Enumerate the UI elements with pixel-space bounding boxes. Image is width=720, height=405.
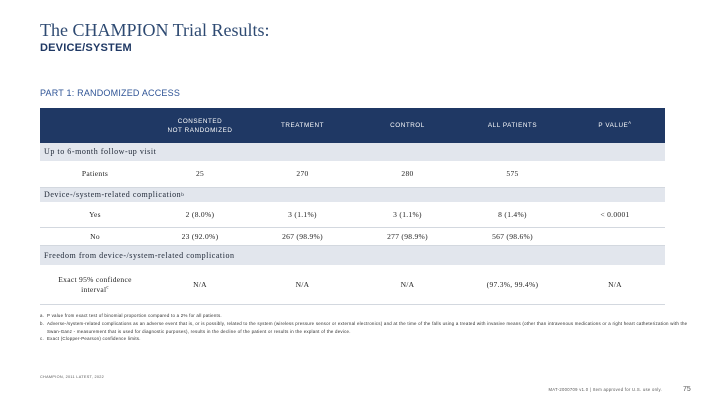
section-row	[40, 246, 665, 265]
header-label-wrap	[598, 121, 631, 130]
cell-all-patients: 575	[506, 169, 519, 178]
header-line: CONSENTED	[177, 117, 223, 125]
cell-treatment: 270	[296, 169, 309, 178]
legal-code: MAT-2000709 v1.0 | Item approved for U.S. use only.	[548, 387, 662, 392]
table-header-row	[40, 108, 665, 143]
header-label: P VALUE	[598, 122, 629, 129]
footnote-ref: A	[628, 119, 632, 125]
footnote-text: Adverse-/system-related complications as an adverse event that is, or is possibly, related to the system (wireless pressure sensor or external electronics) and at the time of the falls using a treated with invasive means (other than intravenous medications or a right heart catheterization with the Swan-Ganz - measurement that is used for diagnostic purposes), results in the decline of the patient or results in the explant of the device.	[47, 320, 688, 334]
cell-treatment: N/A	[295, 279, 310, 289]
header-line: NOT RANDOMIZED	[167, 126, 233, 134]
cell-p-value	[565, 228, 665, 245]
cell-control: 277 (98.9%)	[387, 231, 428, 241]
header-consented-not-randomized	[150, 108, 250, 143]
cell-consented: 23 (92.0%)	[181, 231, 219, 241]
row-label-wrap	[49, 275, 141, 295]
table-row	[40, 161, 665, 188]
table-row	[40, 202, 665, 228]
cell-all-patients: (97.3%, 99.4%)	[486, 279, 539, 289]
part-heading: PART 1: RANDOMIZED ACCESS	[40, 88, 181, 98]
header-treatment	[250, 108, 355, 143]
page-number: 75	[683, 386, 691, 393]
footnote	[40, 320, 695, 336]
row-label: Patients	[81, 169, 109, 178]
section-label: Device-/system-related complication	[44, 190, 182, 199]
footnote-marker: c.	[40, 336, 44, 342]
header-control	[355, 108, 460, 143]
cell-consented: 2 (8.0%)	[185, 209, 215, 219]
cell-treatment: 267 (98.9%)	[282, 231, 323, 241]
cell-p-value: N/A	[608, 279, 622, 289]
results-table	[40, 108, 665, 305]
cell-all-patients: 8 (1.4%)	[498, 209, 527, 219]
section-label: Up to 6-month follow-up visit	[44, 147, 157, 156]
cell-consented: N/A	[193, 279, 207, 289]
section-row	[40, 143, 665, 161]
table-row	[40, 265, 665, 305]
cell-treatment: 3 (1.1%)	[288, 209, 317, 219]
footnote-ref: c	[106, 285, 109, 290]
slide-title: The CHAMPION Trial Results:	[40, 20, 270, 40]
footnotes	[40, 312, 695, 343]
cell-control: 280	[401, 169, 414, 178]
footnote-marker: b.	[40, 320, 45, 326]
slide-subtitle: DEVICE/SYSTEM	[40, 42, 132, 54]
header-label: TREATMENT	[281, 122, 324, 129]
cell-p-value	[565, 161, 665, 187]
header-label: ALL PATIENTS	[487, 122, 538, 129]
cell-p-value: < 0.0001	[600, 209, 630, 219]
footnote-text: Exact (Clopper-Pearson) confidence limits.	[47, 336, 141, 342]
cell-all-patients: 567 (98.6%)	[492, 231, 533, 241]
table-row	[40, 228, 665, 246]
section-row: Device-/system-related complication b	[40, 188, 665, 202]
cell-consented: 25	[195, 169, 205, 178]
row-label-text: Exact 95% confidence interval	[58, 274, 132, 294]
footnote-text: P value from exact test of binomial proportion compared to a 2% for all patients.	[47, 313, 222, 318]
header-all-patients	[460, 108, 565, 143]
footnote-marker: a.	[40, 313, 45, 318]
cell-control: N/A	[400, 279, 415, 289]
row-label	[40, 265, 150, 304]
footnote	[40, 312, 695, 320]
section-label: Freedom from device-/system-related complication	[44, 250, 235, 260]
cell-control: 3 (1.1%)	[393, 209, 422, 219]
header-label: CONTROL	[390, 122, 425, 129]
header-blank-cell	[40, 108, 150, 143]
footnote	[40, 335, 695, 343]
row-label: Yes	[89, 209, 101, 219]
source-citation: CHAMPION, 2011 LATEST, 2022	[40, 375, 105, 379]
header-p-value	[565, 108, 665, 143]
row-label: No	[90, 231, 100, 241]
